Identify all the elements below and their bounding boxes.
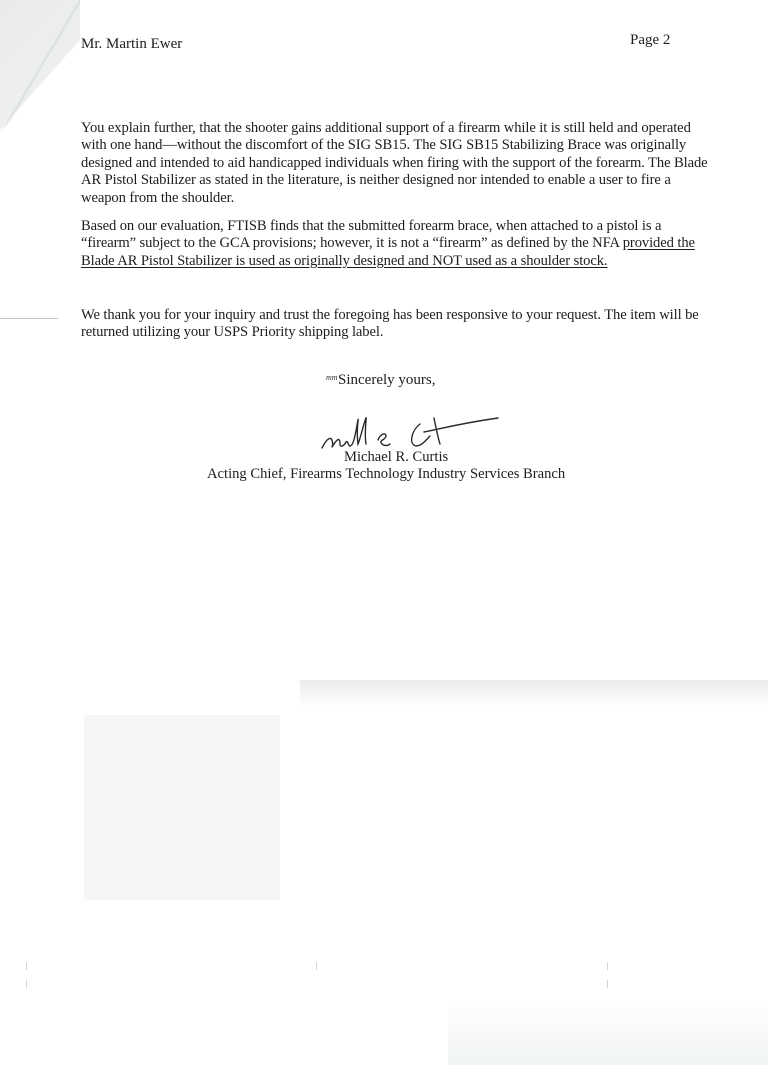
paragraph-text: Based on our evaluation, FTISB finds that the submitted forearm brace, when attached to a pistol is a “firearm” subject to the GCA provisions; however, it is not a “firearm” as defined by the NFA bbox=[81, 218, 662, 252]
underlined-condition: provided the Blade AR Pistol Stabilizer is used as originally designed and NOT used as a shoulder stock. bbox=[81, 235, 695, 269]
salutation-text: Sincerely yours, bbox=[338, 372, 436, 388]
paragraph-explanation bbox=[81, 120, 711, 207]
scan-artifact-tick bbox=[26, 962, 27, 970]
closing-salutation bbox=[326, 372, 435, 389]
scan-artifact-tick bbox=[607, 962, 608, 970]
scan-artifact-tick bbox=[26, 980, 27, 988]
bleed-through-shadow bbox=[300, 680, 768, 708]
signer-name: Michael R. Curtis bbox=[344, 449, 449, 465]
scan-artifact-tick bbox=[316, 962, 317, 970]
paragraph-text: We thank you for your inquiry and trust the foregoing has been responsive to your request. The item will be returned utilizing your USPS Priority shipping label. bbox=[81, 307, 699, 341]
paragraph-evaluation bbox=[81, 218, 711, 270]
scan-artifact-line bbox=[0, 318, 58, 319]
typist-initials: mm bbox=[326, 373, 338, 382]
bleed-through-region bbox=[84, 715, 280, 900]
scan-artifact-tick bbox=[607, 980, 608, 988]
paragraph-thanks bbox=[81, 307, 711, 342]
scan-edge-shade bbox=[448, 1000, 768, 1065]
paragraph-text: You explain further, that the shooter gains additional support of a firearm while it is still held and operated with one hand—without the discomfort of the SIG SB15. The SIG SB15 Stabilizing Brace was originally designed and intended to aid handicapped individuals when firing with the support of the forearm. The Blade AR Pistol Stabilizer as stated in the literature, is neither designed nor intended to enable a user to fire a weapon from the shoulder. bbox=[81, 120, 708, 206]
recipient-name: Mr. Martin Ewer bbox=[81, 36, 183, 52]
page-number: Page 2 bbox=[630, 32, 671, 48]
folded-corner-edge bbox=[0, 0, 80, 135]
signer-title: Acting Chief, Firearms Technology Industry Services Branch bbox=[207, 466, 566, 482]
